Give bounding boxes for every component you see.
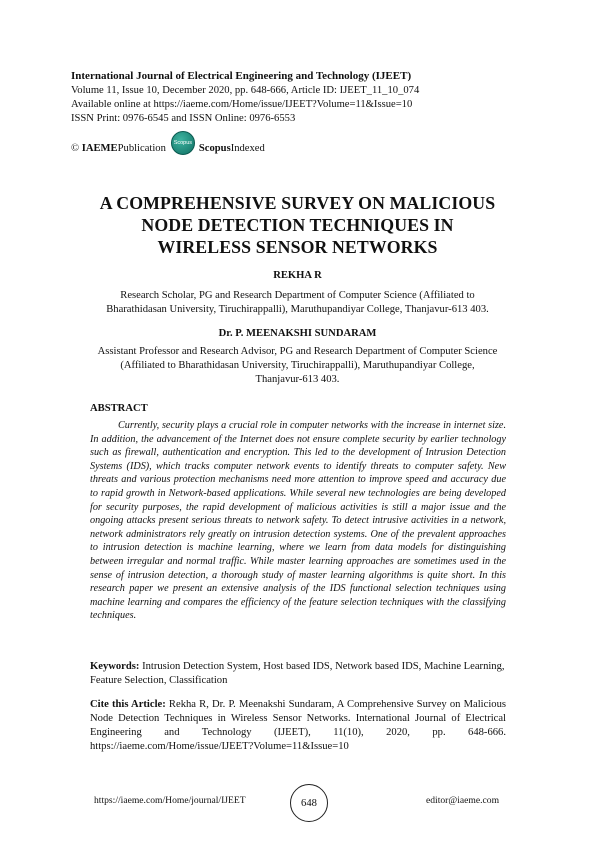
keywords-label: Keywords: bbox=[90, 661, 140, 672]
citation bbox=[90, 698, 506, 754]
affiliation-line: Research Scholar, PG and Research Department of Computer Science (Affiliated to bbox=[120, 290, 475, 301]
publisher-row bbox=[71, 140, 265, 156]
author-affiliation-2 bbox=[40, 345, 555, 387]
affiliation-line: Bharathidasan University, Tiruchirappalli), Maruthupandiyar College, Thanjavur-613 403. bbox=[106, 304, 489, 315]
page-number: 648 bbox=[290, 784, 328, 822]
abstract-body: Currently, security plays a crucial role in computer networks with the increase in internet size. In addition, the advancement of the Internet does not ensure complete security by earlier technology such as firewall, authentication and encryption. This led to the development of Intrusion Detection Systems (IDS), which tracks computer network events to identify threats to computer safety. New threats and various protection mechanisms need more attention to improve speed and accuracy due to rapid growth in Network-based applications. While several new technologies are being developed for security purposes, the rapid development of malicious activities is still a major issue and the ongoing attacks present serious threats to network safety. To detect intrusive activities in a network, network administrators rely greatly on intrusion detection systems. One of the prevalent approaches to intrusion detection is machine learning, where we learn from data models for distinguishing between irregular and normal traffic. While master learning approaches are sometimes used in the sense of intrusion detection, a thorough study of master learning algorithms is quite short. In this research paper we present an extensive analysis of the IDS functional selection techniques using machine learning and compares the efficiency of the feature selection techniques with the classifying techniques. bbox=[90, 420, 506, 622]
title-line: NODE DETECTION TECHNIQUES IN bbox=[141, 215, 454, 235]
affiliation-line: Assistant Professor and Research Advisor, PG and Research Department of Computer Science bbox=[97, 346, 498, 357]
scopus-logo-icon: Scopus bbox=[171, 131, 195, 155]
available-line[interactable]: Available online at https://iaeme.com/Home/issue/IJEET?Volume=11&Issue=10 bbox=[71, 99, 413, 110]
author-affiliation-1 bbox=[40, 289, 555, 317]
paper-title bbox=[60, 192, 535, 258]
scopus-indexed: Indexed bbox=[230, 142, 265, 154]
keywords-list: Intrusion Detection System, Host based IDS, Network based IDS, Machine Learning, Feature Selection, Classification bbox=[90, 661, 505, 686]
volume-line: Volume 11, Issue 10, December 2020, pp. 648-666, Article ID: IJEET_11_10_074 bbox=[71, 85, 420, 96]
affiliation-line: (Affiliated to Bharathidasan University, Tiruchirappalli), Maruthupandiyar College, bbox=[120, 360, 475, 371]
keywords bbox=[90, 660, 506, 688]
issn-line: ISSN Print: 0976-6545 and ISSN Online: 0976-6553 bbox=[71, 113, 296, 124]
abstract-heading: ABSTRACT bbox=[90, 403, 148, 414]
author-name-2: Dr. P. MEENAKSHI SUNDARAM bbox=[218, 328, 377, 339]
footer-journal-link[interactable]: https://iaeme.com/Home/journal/IJEET bbox=[94, 795, 246, 806]
journal-title: International Journal of Electrical Engineering and Technology (IJEET) bbox=[71, 70, 412, 82]
affiliation-line: Thanjavur-613 403. bbox=[255, 374, 340, 385]
scopus-name: Scopus bbox=[198, 142, 231, 154]
cite-text: Rekha R, Dr. P. Meenakshi Sundaram, A Comprehensive Survey on Malicious Node Detection Techniques in Wireless Sensor Networks. International Journal of Electrical Engineering and Technology (IJEET), 11(10), 2020, pp. 648-666. https://iaeme.com/Home/issue/IJEET?Volume=11&Issue=10 bbox=[90, 699, 506, 752]
publisher-name: IAEME bbox=[81, 142, 118, 154]
title-line: WIRELESS SENSOR NETWORKS bbox=[157, 237, 438, 257]
footer-email-link[interactable]: editor@iaeme.com bbox=[426, 795, 500, 806]
publisher-suffix: Publication bbox=[117, 142, 166, 154]
cite-label: Cite this Article: bbox=[90, 699, 166, 710]
author-name-1: REKHA R bbox=[273, 270, 322, 281]
title-line: A COMPREHENSIVE SURVEY ON MALICIOUS bbox=[99, 193, 496, 213]
copyright-symbol: © bbox=[71, 142, 80, 154]
